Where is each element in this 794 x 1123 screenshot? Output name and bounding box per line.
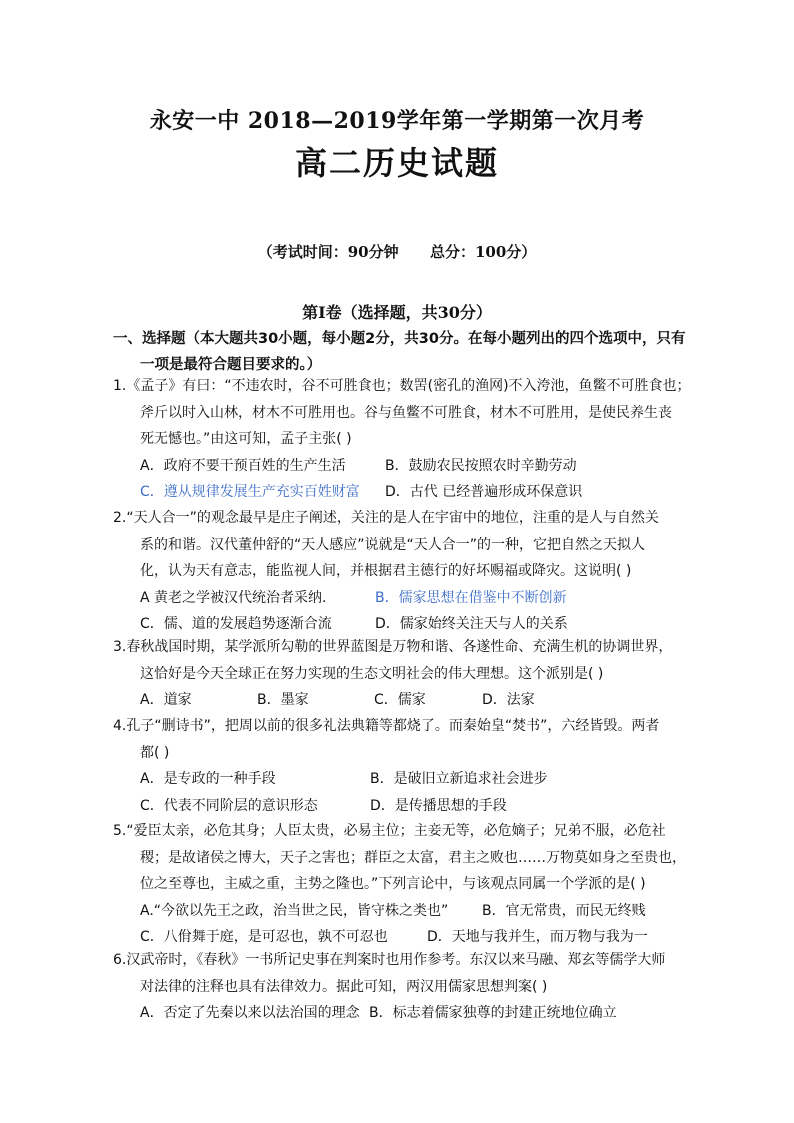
question-2-line: 系的和谐。汉代董仲舒的“天人感应”说就是“天人合一”的一种，它把自然之天拟人 [140, 536, 646, 553]
question-4-options-row [113, 766, 693, 793]
question-5-line: 5.“爱臣太亲，必危其身；人臣太贵，必易主位；主妾无等，必危嫡子；兄弟不服，必危社 [113, 823, 666, 839]
option-c: C．代表不同阶层的意识形态 [140, 797, 318, 814]
option-d: D．儒家始终关注天与人的关系 [375, 616, 568, 632]
question-6-options-row [113, 1000, 693, 1027]
option-c: C．儒家 [374, 692, 426, 708]
option-c-label: C．遵从规律发展生产充实百姓财富 [140, 484, 360, 500]
option-b: B．鼓励农民按照农时辛勤劳动 [385, 457, 577, 474]
option-b: B．标志着儒家独尊的封建正统地位确立 [369, 1005, 617, 1021]
question-1-line: 1.《孟子》有曰：“不违农时，谷不可胜食也；数罟(密孔的渔网)不入洿池，鱼鳖不可胜食也； [113, 378, 691, 394]
question-5-line: 稷；是故诸侯之博大，天子之害也；群臣之太富，君主之败也……万物莫如身之至贵也， [140, 849, 686, 866]
option-a: A．否定了先秦以来以法治国的理念 [140, 1005, 360, 1021]
exam-subject: 高二历史试题 [294, 144, 499, 182]
part-title: 第Ⅰ卷（选择题，共30分） [302, 303, 492, 322]
question-6-line: 对法律的注释也具有法律效力。据此可知，两汉用儒家思想判案( ) [140, 978, 548, 995]
question-6-line: 6.汉武帝时，《春秋》一书所记史事在判案时也用作参考。东汉以来马融、郑玄等儒学大师 [113, 952, 666, 968]
question-1-line: 死无憾也。”由这可知，孟子主张( ) [140, 431, 352, 447]
option-a: A．是专政的一种手段 [140, 771, 276, 787]
question-2 [113, 505, 693, 638]
option-b: B．儒家思想在借鉴中不断创新 [375, 589, 567, 606]
question-5-line: 位之至尊也，主威之重，主势之隆也。”下列言论中，与该观点同属一个学派的是( ) [140, 876, 646, 892]
question-1-options-row [113, 453, 693, 480]
section-instructions-line1: 一、选择题（本大题共30小题，每小题2分，共30分。在每小题列出的四个选项中，只有 [113, 331, 686, 347]
question-1-line: 斧斤以时入山林，材木不可胜用也。谷与鱼鳖不可胜食，材木不可胜用，是使民养生丧 [140, 404, 672, 421]
option-c [140, 479, 385, 506]
question-5-options-row [113, 898, 693, 925]
question-3-options-row [113, 687, 693, 714]
section-instructions [113, 326, 693, 378]
option-a: A．道家 [140, 692, 192, 708]
option-c: C．儒、道的发展趋势逐渐合流 [140, 616, 332, 632]
question-4-line: 4.孔子“删诗书”，把周以前的很多礼法典籍等都烧了。而秦始皇“焚书”，六经皆毁。两者 [113, 718, 660, 734]
option-a: A．政府不要干预百姓的生产生活 [140, 457, 346, 474]
option-a: A 黄老之学被汉代统治者采纳. [140, 589, 327, 606]
question-4 [113, 713, 693, 819]
question-2-options-row [113, 585, 693, 612]
exam-info: （考试时间：90分钟 总分：100分） [257, 243, 537, 261]
question-3-line: 这恰好是今天全球正在努力实现的生态文明社会的伟大理想。这个派别是( ) [140, 665, 604, 682]
question-2-line: 2.“天人合一”的观念最早是庄子阐述，关注的是人在宇宙中的地位，注重的是人与自然关 [113, 510, 659, 526]
question-4-line: 都( ) [140, 744, 170, 761]
question-1-options-row [113, 479, 693, 506]
exam-title: 永安一中 2018—2019学年第一学期第一次月考 [149, 108, 645, 134]
question-2-line: 化，认为天有意志，能监视人间，并根据君主德行的好坏赐福或降灾。这说明( ) [140, 563, 632, 579]
option-c: C．八佾舞于庭，是可忍也，孰不可忍也 [140, 929, 388, 945]
question-3-line: 3.春秋战国时期，某学派所勾勒的世界蓝图是万物和谐、各遂性命、充满生机的协调世界， [113, 639, 673, 655]
question-4-options-row [113, 793, 693, 820]
section-instructions-line2: 一项是最符合题目要求的。） [140, 357, 322, 373]
question-5 [113, 818, 693, 951]
option-b: B．是破旧立新追求社会进步 [370, 771, 548, 787]
option-d: D．法家 [482, 692, 535, 708]
option-a: A.“今欲以先王之政，治当世之民，皆守株之类也” [140, 902, 449, 919]
option-b: B．官无常贵，而民无终贱 [482, 902, 646, 919]
option-d: D．天地与我并生，而万物与我为一 [427, 929, 648, 945]
question-6 [113, 947, 693, 1027]
question-3 [113, 634, 693, 714]
option-d: D．古代 已经普遍形成环保意识 [385, 484, 583, 500]
option-b: B．墨家 [257, 692, 309, 708]
question-1 [113, 373, 693, 506]
option-d: D．是传播思想的手段 [370, 797, 507, 814]
